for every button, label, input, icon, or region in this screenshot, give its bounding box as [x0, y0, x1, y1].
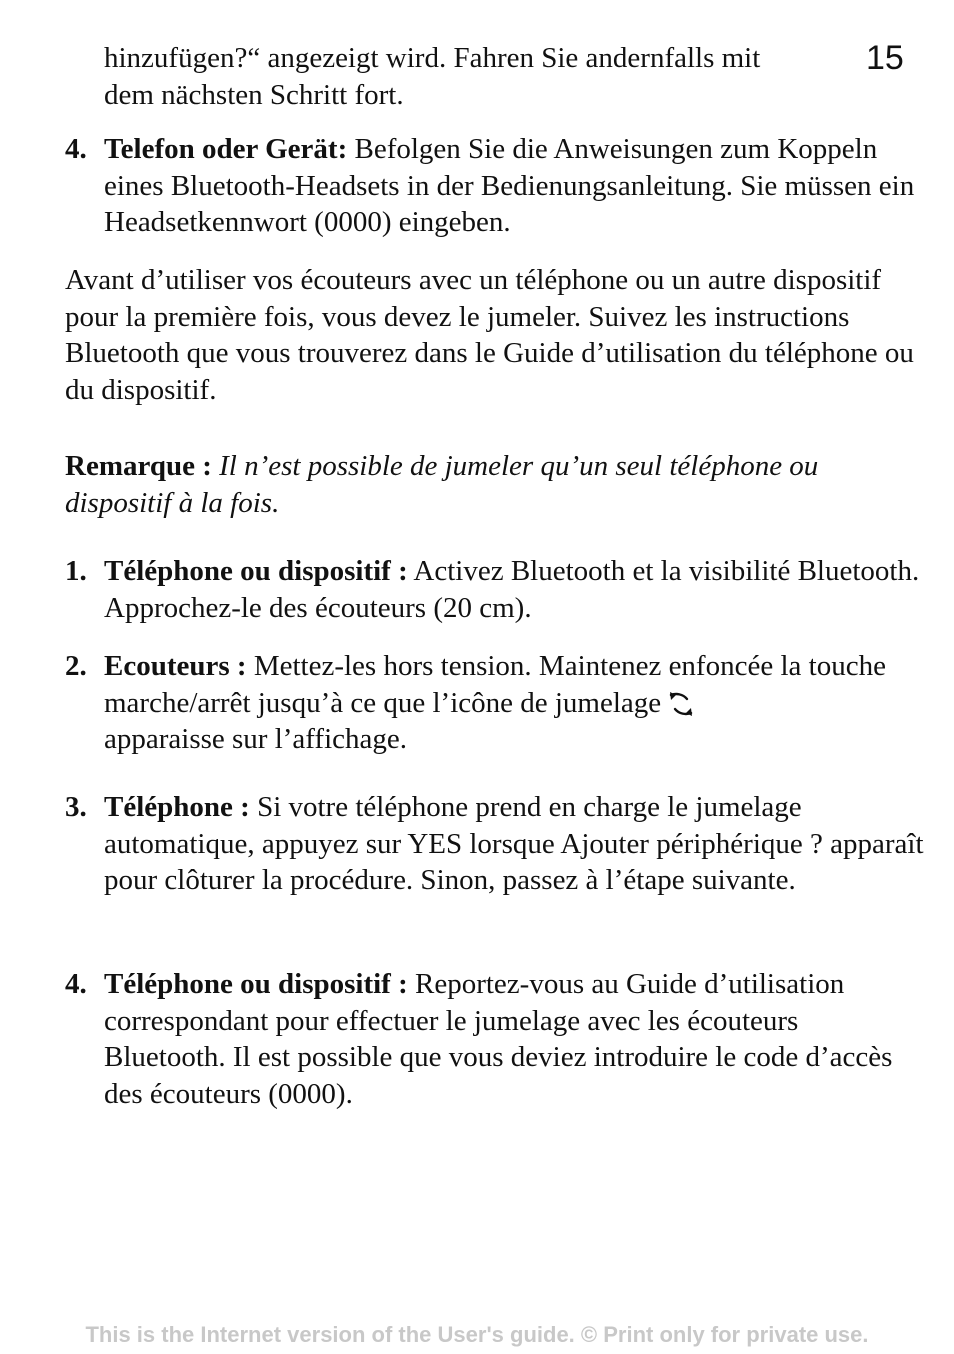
step-label: Telefon oder Gerät:	[104, 133, 348, 165]
step-text: Si votre téléphone prend en charge le jumelage automatique, appuyez sur YES lorsque Ajouter périphérique ? apparaît pour clôturer la procédure. Sinon, passez à l’étape suivante.	[104, 791, 924, 896]
step-number: 3.	[65, 791, 87, 823]
footer-notice: This is the Internet version of the User's guide. © Print only for private use.	[85, 1322, 869, 1347]
step-body	[104, 648, 925, 758]
step-label: Téléphone ou dispositif :	[104, 968, 408, 1000]
step-number: 4.	[65, 968, 87, 1000]
note-paragraph	[65, 448, 915, 521]
step-text: Befolgen Sie die Anweisungen zum Koppeln eines Bluetooth-Headsets in der Bedienungsanleitung. Sie müssen ein Headsetkennwort (0000) eingeben.	[104, 133, 915, 238]
step-1	[65, 553, 925, 626]
step-text-before-icon: Mettez-les hors tension. Maintenez enfoncée la touche marche/arrêt jusqu’à ce que l’icône de jumelage	[104, 650, 886, 719]
note-label: Remarque :	[65, 450, 212, 482]
step-3	[65, 789, 925, 899]
step-label: Ecouteurs :	[104, 650, 247, 682]
step-body	[104, 131, 925, 241]
page-number: 15	[866, 39, 904, 77]
step-number: 2.	[65, 650, 87, 682]
continuation-line-1: hinzufügen?“ angezeigt wird. Fahren Sie andernfalls mit	[104, 42, 761, 74]
step-body	[104, 789, 925, 899]
note-text: Il n’est possible de jumeler qu’un seul téléphone ou dispositif à la fois.	[65, 450, 819, 519]
step-number: 4.	[65, 133, 87, 165]
step-body	[104, 553, 925, 626]
step-2	[65, 648, 925, 758]
step-body	[104, 966, 925, 1112]
continuation-line-2: dem nächsten Schritt fort.	[104, 78, 404, 111]
intro-paragraph: Avant d’utiliser vos écouteurs avec un téléphone ou un autre dispositif pour la première fois, vous devez le jumeler. Suivez les instructions Bluetooth que vous trouverez dans le Guide d’utilisation du téléphone ou du dispositif.	[65, 264, 914, 406]
step-label: Téléphone ou dispositif :	[104, 555, 408, 587]
step-4	[65, 966, 925, 1112]
step-text: Reportez-vous au Guide d’utilisation correspondant pour effectuer le jumelage avec les écouteurs Bluetooth. Il est possible que vous deviez introduire le code d’accès des écouteurs (0000).	[104, 968, 893, 1110]
step-text: Activez Bluetooth et la visibilité Bluetooth. Approchez-le des écouteurs (20 cm).	[104, 555, 920, 624]
step-label: Téléphone :	[104, 791, 250, 823]
step-number: 1.	[65, 555, 87, 587]
step-text-after-icon: apparaisse sur l’affichage.	[104, 723, 408, 755]
continuation-text	[104, 40, 864, 113]
pairing-icon	[667, 690, 695, 718]
german-step-4	[65, 131, 925, 241]
